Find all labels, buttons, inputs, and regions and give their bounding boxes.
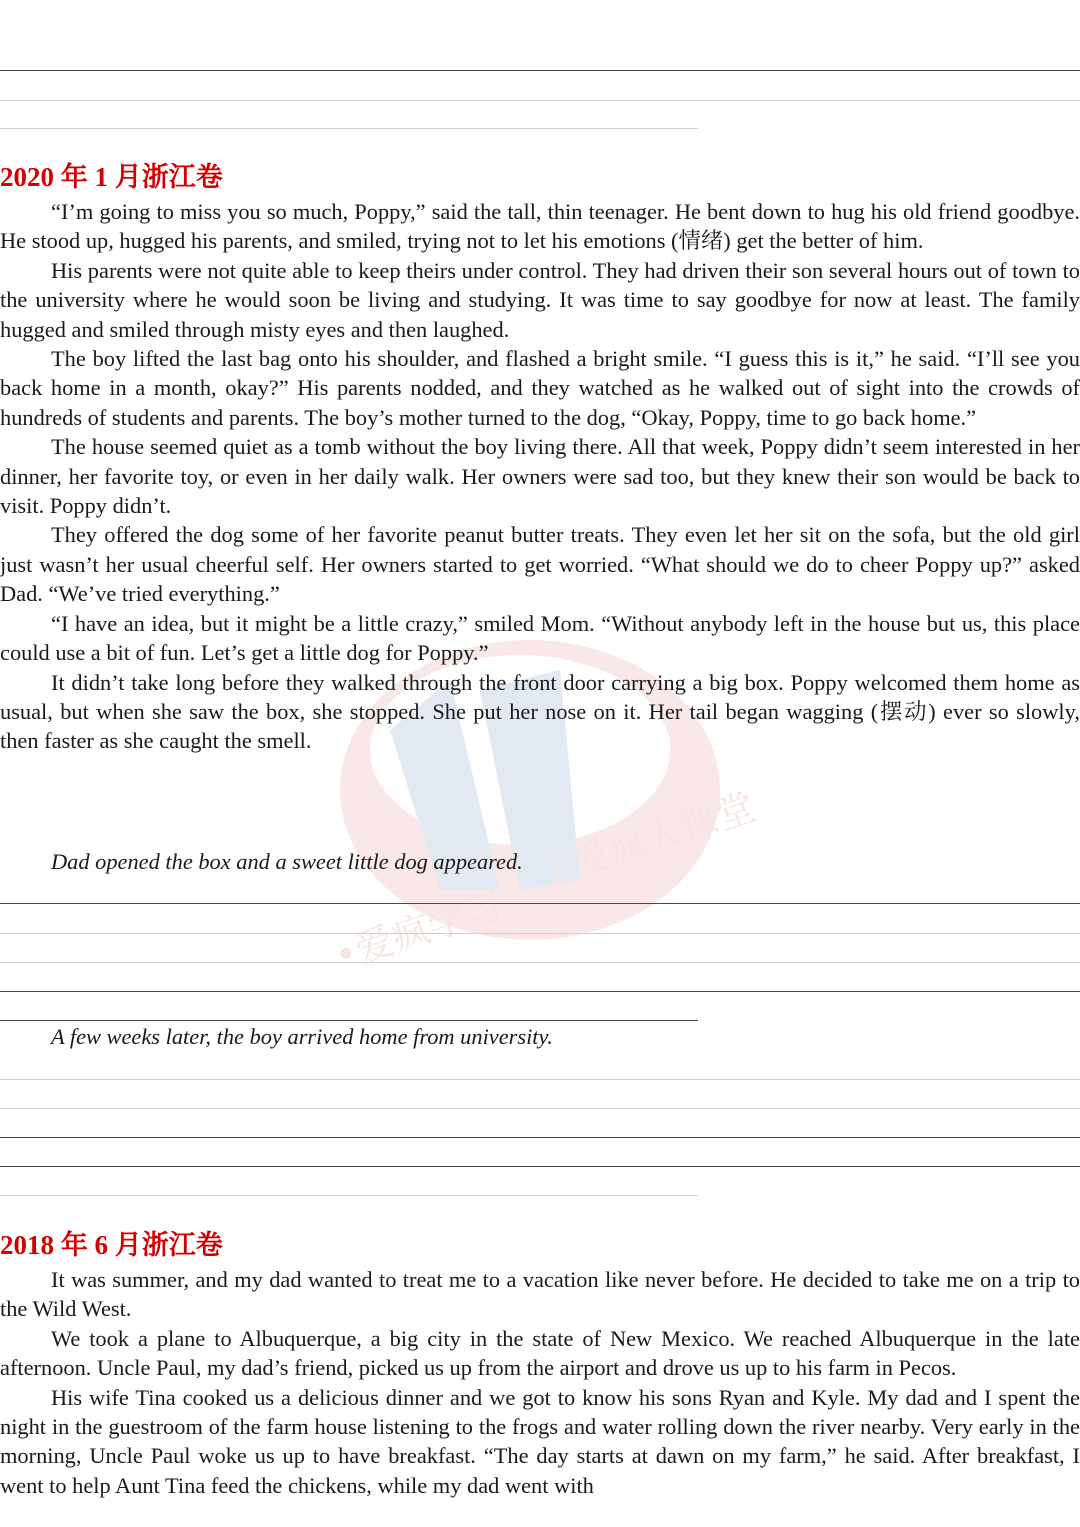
paragraph: It was summer, and my dad wanted to treat me to a vacation like never before. He decided to take me on a trip to the Wild West. <box>0 1267 1080 1322</box>
passage-2020 <box>0 197 1080 756</box>
paragraph: His parents were not quite able to keep theirs under control. They had driven their son several hours out of town to the university where he would soon be living and studying. It was time to say goodbye for now at least. The family hugged and smiled through misty eyes and then laughed. <box>0 257 1080 342</box>
passage-2018 <box>0 1265 1080 1500</box>
paragraph: It didn’t take long before they walked through the front door carrying a big box. Poppy welcomed them home as usual, but when she saw the box, she stopped. She put her nose on it. Her tail began wagging (摆动) ever so slowly, then faster as she caught the smell. <box>0 669 1080 754</box>
writing-line <box>0 1108 1080 1109</box>
paragraph: “I’m going to miss you so much, Poppy,” said the tall, thin teenager. He bent down to hug his old friend goodbye. He stood up, hugged his parents, and smiled, trying not to let his emotions (情绪) get the better of him. <box>0 199 1080 254</box>
writing-line <box>0 933 1080 934</box>
writing-line <box>0 1020 698 1021</box>
writing-line <box>0 1166 1080 1167</box>
paragraph: His wife Tina cooked us a delicious dinner and we got to know his sons Ryan and Kyle. My dad and I spent the night in the guestroom of the farm house listening to the frogs and water rolling down the river nearby. Very early in the morning, Uncle Paul woke us up to have breakfast. “The day starts at dawn on my farm,” he said. After breakfast, I went to help Aunt Tina feed the chickens, while my dad went with <box>0 1384 1080 1498</box>
writing-line <box>0 903 1080 904</box>
paragraph: We took a plane to Albuquerque, a big city in the state of New Mexico. We reached Albuquerque in the late afternoon. Uncle Paul, my dad’s friend, picked us up from the airport and drove us up to his farm in Pecos. <box>0 1325 1080 1381</box>
writing-line <box>0 991 1080 992</box>
writing-prompt: Dad opened the box and a sweet little dog appeared. <box>51 849 523 874</box>
paragraph: The house seemed quiet as a tomb without the boy living there. All that week, Poppy didn’t seem interested in her dinner, her favorite toy, or even in her daily walk. Her owners were sad too, but they knew their son would be back to visit. Poppy didn’t. <box>0 434 1080 519</box>
writing-line <box>0 100 1080 101</box>
writing-line <box>0 962 1080 963</box>
writing-line <box>0 70 1080 71</box>
writing-line <box>0 1195 698 1196</box>
writing-line <box>0 1137 1080 1138</box>
watermark-text: 上爱疯大课堂 <box>529 784 761 897</box>
paragraph: The boy lifted the last bag onto his shoulder, and flashed a bright smile. “I guess this is it,” he said. “I’ll see you back home in a month, okay?” His parents nodded, and they watched as he walked out of sight into the crowds of hundreds of students and parents. The boy’s mother turned to the dog, “Okay, Poppy, time to go back home.” <box>0 346 1080 430</box>
writing-prompt: A few weeks later, the boy arrived home from university. <box>51 1024 553 1049</box>
watermark-text: •爱疯学习 <box>328 882 509 979</box>
section-heading: 2018 年 6 月浙江卷 <box>0 1230 223 1260</box>
paragraph: They offered the dog some of her favorite peanut butter treats. They even let her sit on the sofa, but the old girl just wasn’t her usual cheerful self. Her owners started to get worried. “What should we do to cheer Poppy up?” asked Dad. “We’ve tried everything.” <box>0 522 1080 607</box>
writing-line <box>0 1079 1080 1080</box>
section-heading: 2020 年 1 月浙江卷 <box>0 162 223 192</box>
paragraph: “I have an idea, but it might be a little crazy,” smiled Mom. “Without anybody left in the house but us, this place could use a bit of fun. Let’s get a little dog for Poppy.” <box>0 610 1080 666</box>
writing-line <box>0 128 698 129</box>
